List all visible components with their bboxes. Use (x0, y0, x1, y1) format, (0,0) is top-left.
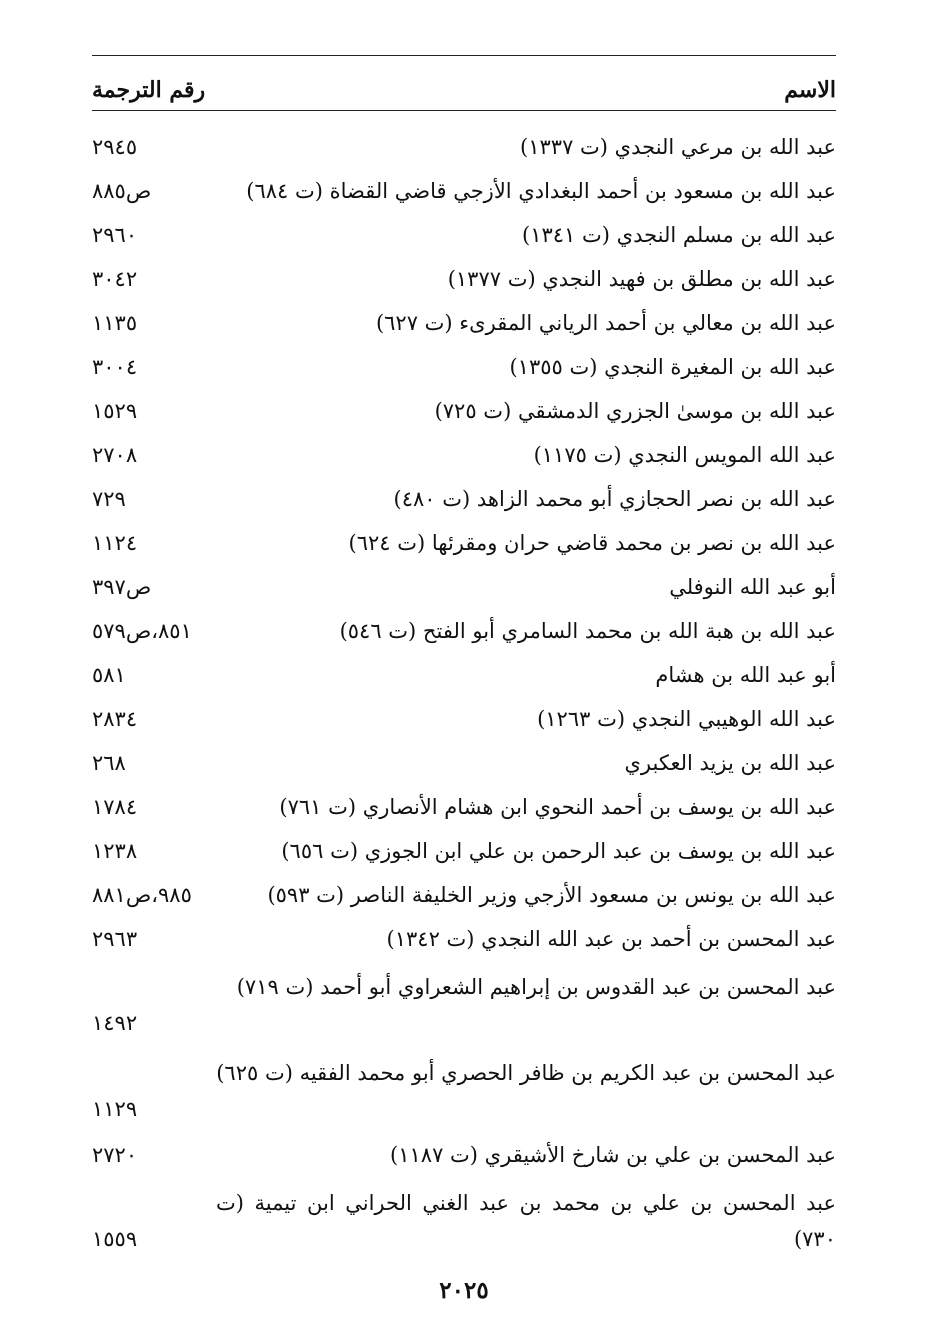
entry-name: عبد الله بن موسىٰ الجزري الدمشقي (ت ٧٢٥) (434, 399, 836, 423)
entry-ref: ٧٢٩ (92, 487, 126, 511)
list-item (92, 1047, 836, 1133)
list-item (92, 873, 836, 917)
entry-name: عبد المحسن بن أحمد بن عبد الله النجدي (ت ١٣٤٢) (386, 927, 836, 951)
entry-name: عبد الله الوهيبي النجدي (ت ١٢٦٣) (537, 707, 836, 731)
list-item (92, 433, 836, 477)
entry-ref: ٣٠٤٢ (92, 267, 138, 291)
entry-name: عبد الله بن المغيرة النجدي (ت ١٣٥٥) (509, 355, 836, 379)
entry-name: عبد الله بن يونس بن مسعود الأزجي وزير الخليفة الناصر (ت ٥٩٣) (267, 883, 836, 907)
entry-name: أبو عبد الله النوفلي (669, 575, 836, 599)
list-item (92, 213, 836, 257)
entry-ref: ١٥٢٩ (92, 399, 138, 423)
entry-name: عبد الله بن مسعود بن أحمد البغدادي الأزجي قاضي القضاة (ت ٦٨٤) (246, 179, 836, 203)
entry-ref: ٢٦٨ (92, 751, 126, 775)
header-rule (92, 110, 836, 111)
entry-ref: ١٧٨٤ (92, 795, 138, 819)
entry-ref: ٢٩٦٣ (92, 927, 138, 951)
list-item (92, 961, 836, 1047)
entry-ref: ص٣٩٧ (92, 575, 152, 599)
name-column-header: الاسم (784, 77, 836, 103)
page-number: ٢٠٢٥ (439, 1277, 489, 1304)
list-item (92, 1133, 836, 1177)
entry-ref: ٨٥١،ص٥٧٩ (92, 619, 192, 643)
entry-name: عبد الله بن نصر الحجازي أبو محمد الزاهد (ت ٤٨٠) (393, 487, 836, 511)
entry-ref: ٢٧٠٨ (92, 443, 138, 467)
list-item (92, 169, 836, 213)
list-item (92, 829, 836, 873)
entry-name: عبد الله بن مرعي النجدي (ت ١٣٣٧) (520, 135, 836, 159)
entry-name: عبد الله بن مطلق بن فهيد النجدي (ت ١٣٧٧) (447, 267, 836, 291)
entry-ref: ١١٢٤ (92, 531, 138, 555)
list-item (92, 1177, 836, 1263)
entry-name: عبد الله بن هبة الله بن محمد السامري أبو الفتح (ت ٥٤٦) (339, 619, 836, 643)
entry-name: عبد المحسن بن علي بن محمد بن عبد الغني الحراني ابن تيمية (ت ٧٣٠) (216, 1191, 836, 1251)
entry-ref: ٢٧٢٠ (92, 1143, 138, 1167)
list-item (92, 697, 836, 741)
entry-ref: ٢٨٣٤ (92, 707, 138, 731)
list-item (92, 653, 836, 697)
entry-name: عبد الله المويس النجدي (ت ١١٧٥) (533, 443, 836, 467)
entries-list (92, 125, 836, 1263)
list-item (92, 345, 836, 389)
list-item (92, 565, 836, 609)
entry-ref: ١١٢٩ (92, 1097, 138, 1121)
entry-name: عبد الله بن مسلم النجدي (ت ١٣٤١) (521, 223, 836, 247)
list-item (92, 301, 836, 345)
entry-ref: ١٢٣٨ (92, 839, 138, 863)
entry-name: أبو عبد الله بن هشام (655, 663, 836, 687)
entry-ref: ٢٩٤٥ (92, 135, 138, 159)
entry-name: عبد المحسن بن علي بن شارخ الأشيقري (ت ١١٨٧) (390, 1143, 836, 1167)
entry-ref: ٥٨١ (92, 663, 126, 687)
list-item (92, 741, 836, 785)
entry-ref: ص٨٨٥ (92, 179, 152, 203)
entry-name: عبد المحسن بن عبد القدوس بن إبراهيم الشعراوي أبو أحمد (ت ٧١٩) (236, 975, 836, 999)
top-rule (92, 55, 836, 56)
entry-ref: ١٤٩٢ (92, 1011, 138, 1035)
entry-name: عبد الله بن معالي بن أحمد الرياني المقرىء (ت ٦٢٧) (375, 311, 836, 335)
list-item (92, 125, 836, 169)
entry-ref: ١٥٥٩ (92, 1227, 138, 1251)
list-item (92, 521, 836, 565)
list-item (92, 477, 836, 521)
entry-ref: ٢٩٦٠ (92, 223, 138, 247)
list-item (92, 257, 836, 301)
table-header (92, 69, 836, 109)
entry-ref: ٣٠٠٤ (92, 355, 138, 379)
number-column-header: رقم الترجمة (92, 77, 206, 103)
list-item (92, 609, 836, 653)
list-item (92, 785, 836, 829)
entry-name: عبد الله بن يوسف بن عبد الرحمن بن علي ابن الجوزي (ت ٦٥٦) (281, 839, 836, 863)
entry-name: عبد المحسن بن عبد الكريم بن ظافر الحصري أبو محمد الفقيه (ت ٦٢٥) (216, 1061, 836, 1085)
list-item (92, 389, 836, 433)
entry-ref: ١١٣٥ (92, 311, 138, 335)
entry-name: عبد الله بن نصر بن محمد قاضي حران ومقرئها (ت ٦٢٤) (348, 531, 836, 555)
index-page (92, 55, 836, 1315)
entry-ref: ٩٨٥،ص٨٨١ (92, 883, 192, 907)
list-item (92, 917, 836, 961)
entry-name: عبد الله بن يوسف بن أحمد النحوي ابن هشام الأنصاري (ت ٧٦١) (279, 795, 836, 819)
entry-name: عبد الله بن يزيد العكبري (624, 751, 836, 775)
